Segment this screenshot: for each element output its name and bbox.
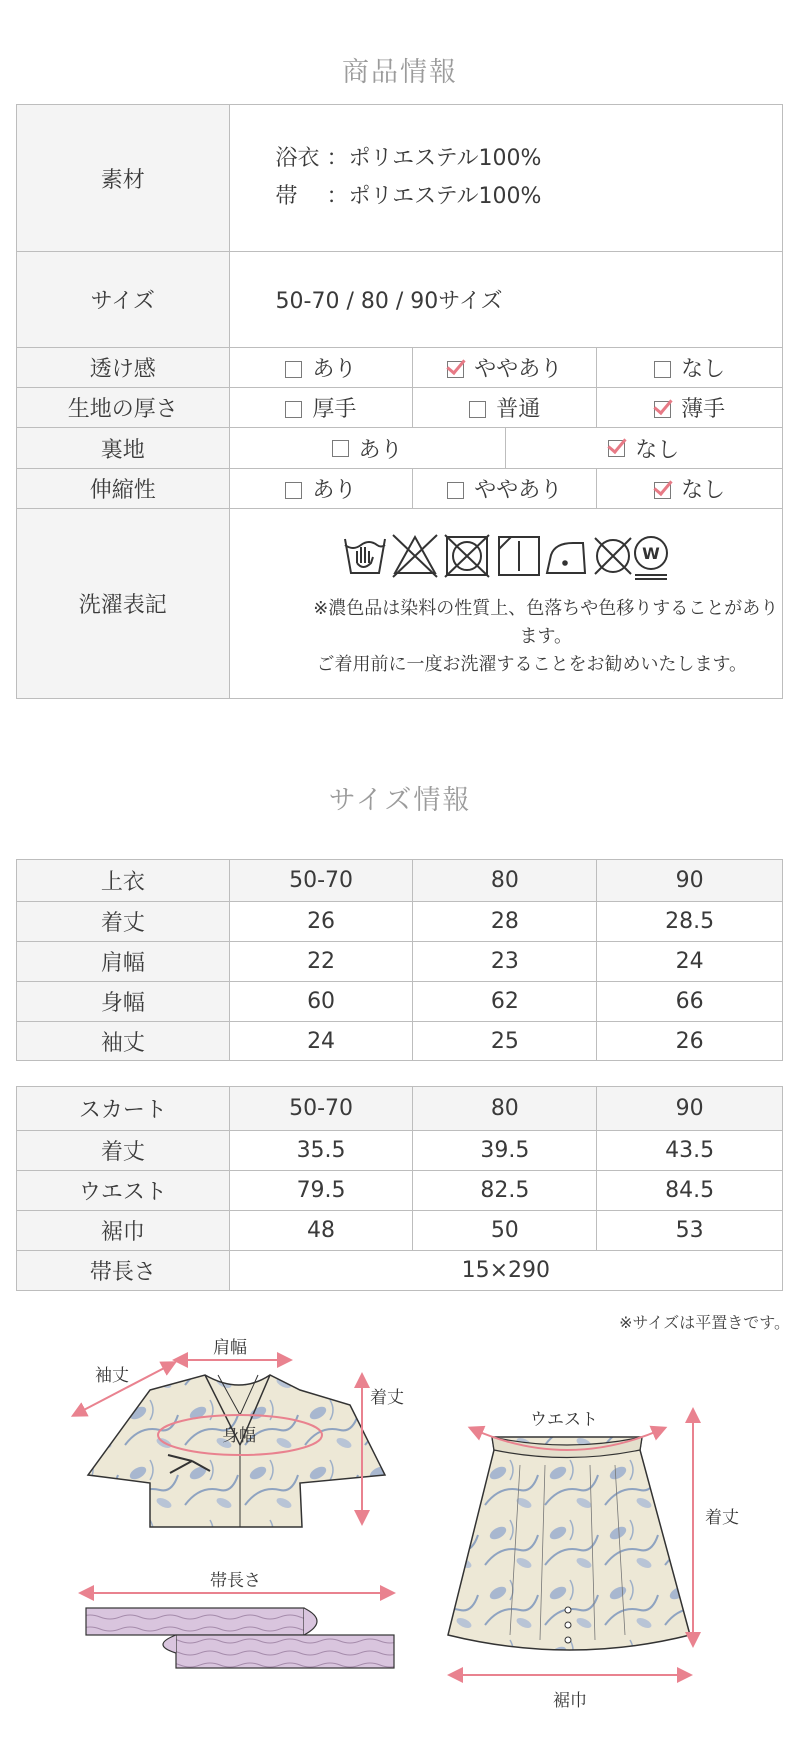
row-label: ウエスト [17,1171,230,1211]
row-label: 着丈 [17,1131,230,1171]
header-cell: 90 [597,860,783,902]
thickness-label: 生地の厚さ [17,388,230,428]
checkbox-icon [285,401,302,418]
drip-dry-icon [499,537,539,575]
material-line-obi: 帯 ：ポリエステル100% [275,184,542,209]
sheerness-option-nashi [597,348,783,388]
option-label: あり [358,437,403,463]
sleeve-label: 袖丈 [95,1366,129,1386]
material-value [229,105,782,252]
obi-illustration [86,1608,394,1668]
option-label: ややあり [474,478,563,503]
lining-option-ari [230,428,506,468]
size-label: サイズ [17,252,230,348]
product-info-title: 商品情報 [342,57,458,88]
table-cell: 26 [597,1022,783,1061]
lining-options [229,428,782,469]
table-cell: 79.5 [229,1171,413,1211]
header-cell: スカート [17,1087,230,1131]
checkbox-icon [447,482,464,499]
waist-label: ウエスト [530,1410,598,1430]
table-cell: 62 [413,982,597,1022]
material-label: 素材 [17,105,230,252]
table-cell: 28 [413,902,597,942]
table-cell: 48 [229,1211,413,1251]
hem-label: 裾巾 [553,1691,587,1711]
option-label: あり [312,357,357,382]
row-label: 帯長さ [17,1251,230,1291]
table-row [17,982,783,1022]
table-cell: 39.5 [413,1131,597,1171]
stretch-option-yaya [413,469,597,509]
checkbox-icon [332,440,349,457]
care-note-2: ご着用前に一度お洗濯することをお勧めいたします。 [316,653,748,675]
care-symbols [341,529,671,585]
table-row [17,1022,783,1061]
table-cell: 24 [597,942,783,982]
checkbox-checked-icon [654,482,671,499]
sheerness-label: 透け感 [17,348,230,388]
top-garment-illustration [88,1375,385,1527]
table-cell: 43.5 [597,1131,783,1171]
table-row [17,1211,783,1251]
sheerness-option-ari [229,348,413,388]
table-row [17,1251,783,1291]
table-row [17,942,783,982]
table-row [17,1171,783,1211]
table-cell: 25 [413,1022,597,1061]
svg-text:W: W [641,543,660,563]
header-cell: 90 [597,1087,783,1131]
lining-label: 裏地 [17,428,230,469]
size-note: ※サイズは平置きです。 [619,1313,790,1332]
size-diagram [0,1335,800,1748]
row-label: 肩幅 [17,942,230,982]
product-info-table [16,104,783,699]
wet-clean-icon [635,537,667,579]
option-label: あり [312,478,357,503]
option-label: 厚手 [312,397,357,422]
header-cell: 50-70 [229,860,413,902]
care-value [229,509,782,699]
table-header-row [17,1087,783,1131]
checkbox-icon [285,482,302,499]
table-cell: 22 [229,942,413,982]
shoulder-label: 肩幅 [213,1338,247,1358]
skirt-length-label: 着丈 [705,1508,739,1528]
header-cell: 50-70 [229,1087,413,1131]
sheerness-option-yaya [413,348,597,388]
checkbox-checked-icon [447,361,464,378]
option-label: なし [635,437,680,463]
no-bleach-icon [393,535,437,577]
row-label: 袖丈 [17,1022,230,1061]
table-cell: 84.5 [597,1171,783,1211]
table-cell: 35.5 [229,1131,413,1171]
lining-option-nashi [506,428,782,468]
body-width-label: 身幅 [222,1426,256,1446]
checkbox-icon [285,361,302,378]
no-dry-clean-icon [595,538,631,574]
stretch-label: 伸縮性 [17,469,230,509]
checkbox-checked-icon [608,440,625,457]
table-row [17,1131,783,1171]
header-cell: 80 [413,860,597,902]
option-label: ややあり [474,357,563,382]
table-cell: 50 [413,1211,597,1251]
care-note-1: ※濃色品は染料の性質上、色落ちや色移りすることがあります。 [313,597,779,647]
top-size-table [16,859,783,1061]
checkbox-icon [469,401,486,418]
table-cell: 82.5 [413,1171,597,1211]
table-cell: 66 [597,982,783,1022]
size-info-title: サイズ情報 [328,785,472,816]
stretch-option-nashi [597,469,783,509]
table-cell: 24 [229,1022,413,1061]
row-label: 裾巾 [17,1211,230,1251]
hand-wash-icon [345,539,385,573]
row-label: 身幅 [17,982,230,1022]
header-cell: 上衣 [17,860,230,902]
table-cell: 53 [597,1211,783,1251]
size-value: 50-70 / 80 / 90サイズ [229,252,782,348]
material-line-yukata: 浴衣 ：ポリエステル100% [275,146,542,171]
option-label: 普通 [496,397,541,422]
checkbox-icon [654,361,671,378]
option-label: なし [681,357,726,382]
low-iron-icon [547,543,585,573]
thickness-option-futsu [413,388,597,428]
care-label: 洗濯表記 [17,509,230,699]
option-label: なし [681,478,726,503]
header-cell: 80 [413,1087,597,1131]
table-cell: 26 [229,902,413,942]
table-row [17,902,783,942]
obi-length-label: 帯長さ [210,1571,261,1591]
thickness-option-usude [597,388,783,428]
top-length-label: 着丈 [370,1388,404,1408]
table-cell: 28.5 [597,902,783,942]
skirt-illustration [448,1437,690,1650]
option-label: 薄手 [681,397,726,422]
table-cell: 23 [413,942,597,982]
checkbox-checked-icon [654,401,671,418]
table-cell: 60 [229,982,413,1022]
stretch-option-ari [229,469,413,509]
table-cell: 15×290 [229,1251,782,1291]
skirt-size-table [16,1086,783,1291]
row-label: 着丈 [17,902,230,942]
table-header-row [17,860,783,902]
thickness-option-atsude [229,388,413,428]
no-tumble-dry-icon [445,535,489,577]
